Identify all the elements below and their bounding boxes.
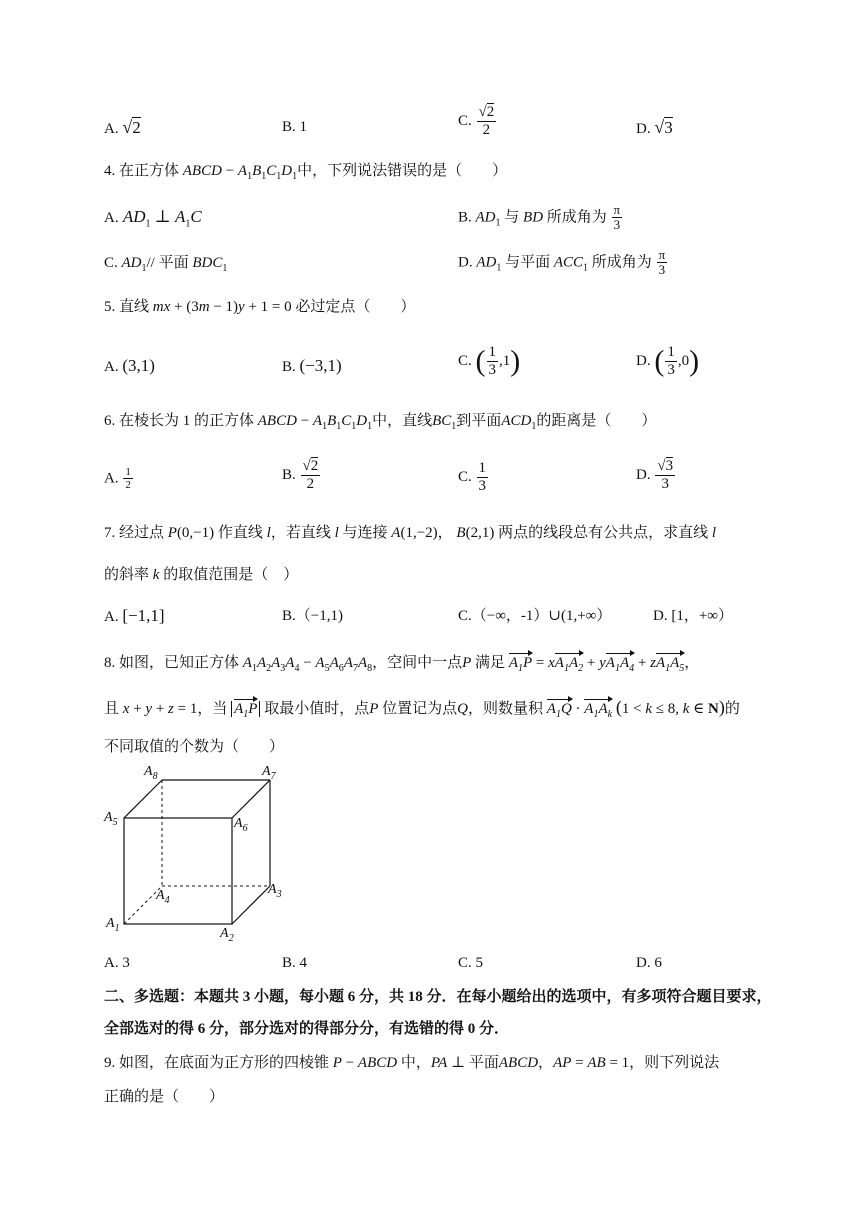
q5-option-c: C. ( $\frac{1}{3}$ ,1)	[458, 344, 521, 378]
q7-option-c: C.（−∞，-1）∪(1,+∞）	[458, 608, 612, 624]
q4-option-d: D. $AD_1$ 与平面 $ACC_1$ 所成角为 $\frac{\pi}{3}$	[458, 247, 666, 278]
q7-option-a: A. [−1,1]	[104, 606, 165, 625]
q7-stem-line1: 7. 经过点 P(0,−1) 作直线 l，若直线 l 与连接 A(1,−2)， B(2,1) 两点的线段总有公共点，求直线 l	[104, 525, 717, 541]
q3-option-b: B. 1	[282, 119, 308, 135]
q7-option-b: B.（−1,1)	[282, 608, 343, 624]
q4-option-c: C. $AD_1//$ 平面 $BDC_1$	[104, 255, 228, 274]
section2-heading-line1: 二、多选题：本题共 3 小题，每小题 6 分，共 18 分．在每小题给出的选项中，有多项符合题目要求，	[104, 989, 772, 1005]
q5-option-b: B. (−3,1)	[282, 356, 342, 375]
q7-option-d: D. [1，+∞）	[653, 608, 733, 624]
cube-figure	[100, 762, 300, 948]
q3-option-d: D. √3	[636, 117, 673, 137]
label-a2: $A_2$	[220, 926, 234, 944]
label-a8: $A_8$	[144, 764, 158, 782]
q5-stem: 5. 直线 mx + (3m − 1)y + 1 = 0 必过定点（ ）	[104, 299, 416, 315]
q7-stem-line2: 的斜率 k 的取值范围是（ ）	[104, 567, 299, 583]
q3-option-c: C. $\frac{√2}{2}$	[458, 104, 495, 138]
cube-drawing	[100, 762, 300, 948]
label-a1: $A_1$	[106, 916, 120, 934]
q8-option-a: A. 3	[104, 955, 130, 971]
q9-stem-line1: 9. 如图，在底面为正方形的四棱锥 P − ABCD 中，PA ⊥ 平面ABCD，AP = AB = 1，则下列说法	[104, 1055, 720, 1071]
q3-option-a: A. √2	[104, 117, 141, 137]
q8-stem-line2: 且 x + y + z = 1，当 $A_1P$ 取最小值时，点P 位置记为点Q，则数量积 $A_1Q \cdot A_1A_k$ (1 < k ≤ 8, k ∈ N)的	[104, 697, 740, 720]
section2-heading-line2: 全部选对的得 6 分，部分选对的得部分分，有选错的得 0 分．	[104, 1021, 510, 1037]
q4-option-a: A. $AD_1$ ⊥ $A_1C$	[104, 207, 202, 230]
q9-stem-line2: 正确的是（ ）	[104, 1089, 225, 1105]
label-a3: $A_3$	[268, 882, 282, 900]
q6-option-c: C. $\frac{1}{3}$	[458, 460, 487, 494]
q6-option-d: D. $\frac{√3}{3}$	[636, 458, 674, 492]
label-a7: $A_7$	[262, 764, 276, 782]
q8-stem-line1: 8. 如图，已知正方体 $A_1A_2A_3A_4 - A_5A_6A_7A_8$，空间中一点P 满足 $A_1P = xA_1A_2 + yA_1A_4 + zA_1A_5$，	[104, 655, 700, 674]
label-a5: $A_5$	[104, 810, 118, 828]
q4-option-b: B. $AD_1$ 与 BD 所成角为 $\frac{\pi}{3}$	[458, 202, 621, 233]
label-a4: $A_4$	[156, 888, 170, 906]
q5-option-d: D. ( $\frac{1}{3}$ ,0)	[636, 344, 700, 378]
q8-stem-line3: 不同取值的个数为（ ）	[104, 739, 285, 755]
q8-option-c: C. 5	[458, 955, 484, 971]
q4-stem: 4. 在正方体 ABCD − $A_1B_1C_1D_1$中，下列说法错误的是（ ）	[104, 163, 508, 182]
label-a6: $A_6$	[234, 816, 248, 834]
q8-option-d: D. 6	[636, 955, 662, 971]
q8-option-b: B. 4	[282, 955, 308, 971]
q6-option-b: B. $\frac{√2}{2}$	[282, 458, 319, 492]
q6-option-a: A. $\frac{1}{2}$	[104, 466, 131, 492]
q6-stem: 6. 在棱长为 1 的正方体 ABCD − $A_1B_1C_1D_1$中，直线$BC_1$到平面$ACD_1$的距离是（ ）	[104, 413, 657, 432]
q5-option-a: A. (3,1)	[104, 356, 155, 375]
